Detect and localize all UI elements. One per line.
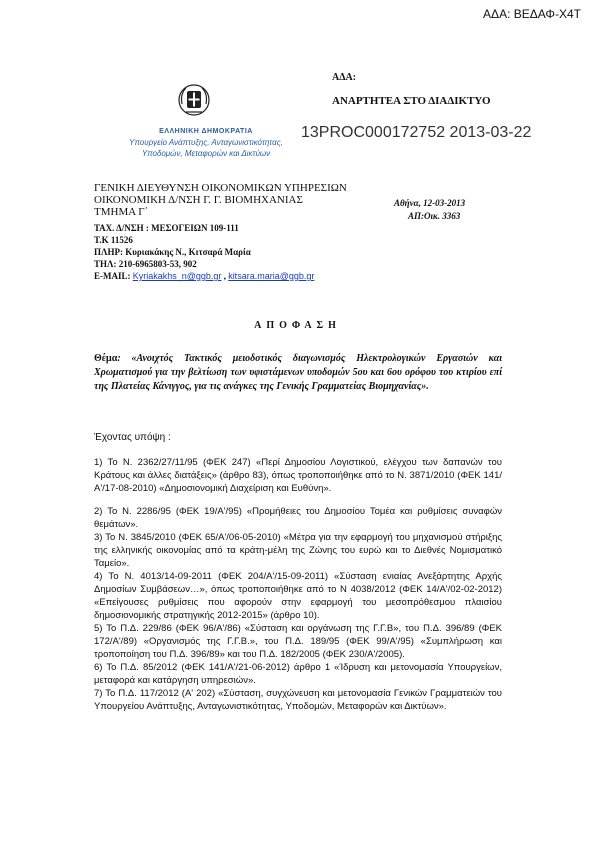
ministry-name-line-1: Υπουργείο Ανάπτυξης, Ανταγωνιστικότητας,: [129, 138, 283, 147]
ministry-block: [96, 126, 316, 159]
reference-item: 4) Το Ν. 4013/14-09-2011 (ΦΕΚ 204/Α'/15-09-2011) «Σύσταση ενιαίας Ανεξάρτητης Αρχής Δημοσίων Συμβάσεων…», όπως τροποποιήθηκε από το Ν 4038/2012 (ΦΕΚ 14/Α'/02-02-2012) «Επείγουσες ρυθμίσεις που αφορούν στην εφαρμογή του μεσοπρόθεσμου πλαισίου δημοσιονομικής στρατηγικής 2012-2015» (άρθρο 10).: [94, 571, 502, 621]
phone-number: ΤΗΛ: 210-6965803-53, 902: [94, 259, 197, 269]
procurement-id: 13PROC000172752 2013-03-22: [301, 124, 532, 141]
finance-directorate: ΟΙΚΟΝΟΜΙΚΗ Δ/ΝΣΗ Γ. Γ. ΒΙΟΜΗΧΑΝΙΑΣ: [94, 194, 303, 206]
legal-references: [94, 456, 502, 713]
email-line: [94, 270, 314, 282]
greek-emblem-icon: [176, 82, 212, 118]
country-name: ΕΛΛΗΝΙΚΗ ΔΗΜΟΚΡΑΤΙΑ: [159, 128, 253, 135]
contact-block: [94, 222, 314, 282]
reference-item: 7) Το Π.Δ. 117/2012 (Α' 202) «Σύσταση, συγχώνευση και μετονομασία Γενικών Γραμματειών του Υπουργείου Ανάπτυξης, Ανταγωνιστικότητας, Υποδομών, Μεταφορών και Δικτύων».: [94, 688, 502, 712]
document-date: Αθήνα, 12-03-2013: [394, 198, 466, 208]
protocol-number: ΑΠ:Οικ. 3363: [408, 211, 461, 221]
subject-label: Θέμα: [94, 353, 118, 364]
ada-top-label: ΑΔΑ: ΒΕΔΑΦ-Χ4Τ: [483, 7, 581, 21]
ada-field-label: ΑΔΑ:: [332, 72, 357, 83]
general-directorate: ΓΕΝΙΚΗ ΔΙΕΥΘΥΝΣΗ ΟΙΚΟΝΟΜΙΚΩΝ ΥΠΗΡΕΣΙΩΝ: [94, 182, 347, 194]
reference-item: 1) Το Ν. 2362/27/11/95 (ΦΕΚ 247) «Περί Δημοσίου Λογιστικού, ελέγχου των δαπανών του Κράτους και άλλες διατάξεις» (άρθρο 83), όπως τροποποιήθηκε από το Ν. 3871/2010 (ΦΕΚ 141/Α'/17-08-2010) «Δημοσιονομική Διαχείριση και Ευθύνη».: [94, 457, 502, 494]
contact-persons: ΠΛΗΡ: Κυριακάκης Ν., Κιτσαρά Μαρία: [94, 247, 251, 257]
post-online-notice: ΑΝΑΡΤΗΤΕΑ ΣΤΟ ΔΙΑΔΙΚΤΥΟ: [332, 95, 491, 107]
email-link-1[interactable]: Kyriakakhs_n@ggb.gr: [132, 271, 222, 281]
considering-heading: Έχοντας υπόψη :: [94, 432, 171, 443]
reference-item: 3) Το Ν. 3845/2010 (ΦΕΚ 65/Α'/06-05-2010) «Μέτρα για την εφαρμογή του μηχανισμού στήριξης της ελληνικής οικονομίας από τα κράτη-μέλη της Ζώνης του ευρώ και το Διεθνές Νομισματικό Ταμείο».: [94, 532, 502, 569]
decision-title: ΑΠΟΦΑΣΗ: [254, 320, 341, 331]
subject-paragraph: [94, 352, 502, 394]
postal-address: ΤΑΧ. Δ/ΝΣΗ : ΜΕΣΟΓΕΙΩΝ 109-111: [94, 223, 239, 233]
reference-item: 5) Το Π.Δ. 229/86 (ΦΕΚ 96/Α'/86) «Σύσταση και οργάνωση της Γ.Γ.Β», του Π.Δ. 396/89 (ΦΕΚ 172/Α'/89) «Οργανισμός της Γ.Γ.Β.», του Π.Δ. 189/95 (ΦΕΚ 99/Α'/95) «Συμπλήρωση και τροποποίηση του Π.Δ. 396/89» και του Π.Δ. 182/2005 (ΦΕΚ 230/Α'/2005).: [94, 623, 502, 660]
issuer-header: [94, 182, 347, 218]
email-label: E-MAIL:: [94, 271, 133, 281]
ministry-name-line-2: Υποδομών, Μεταφορών και Δικτύων: [141, 149, 271, 158]
postal-code: Τ.Κ 11526: [94, 235, 133, 245]
subject-text: : «Ανοιχτός Τακτικός μειοδοτικός διαγωνισμός Ηλεκτρολογικών Εργασιών και Χρωματισμού για την βελτίωση των υφιστάμενων υποδομών 5ου και 6ου ορόφου του κτιρίου επί της Πλατείας Κάνιγγος, για τις ανάγκες της Γενικής Γραμματείας Βιομηχανίας».: [94, 353, 502, 392]
email-link-2[interactable]: kitsara.maria@ggb.gr: [228, 271, 315, 281]
reference-item: 2) Το Ν. 2286/95 (ΦΕΚ 19/Α'/95) «Προμήθειες του Δημοσίου Τομέα και ρυθμίσεις συναφών θεμάτων».: [94, 506, 502, 530]
reference-item: 6) Το Π.Δ. 85/2012 (ΦΕΚ 141/Α'/21-06-2012) άρθρο 1 «Ίδρυση και μετονομασία Υπουργείων, μεταφορά και κατάργηση υπηρεσιών».: [94, 662, 502, 686]
email-separator: ,: [221, 271, 229, 281]
department: ΤΜΗΜΑ Γ΄: [94, 206, 149, 218]
